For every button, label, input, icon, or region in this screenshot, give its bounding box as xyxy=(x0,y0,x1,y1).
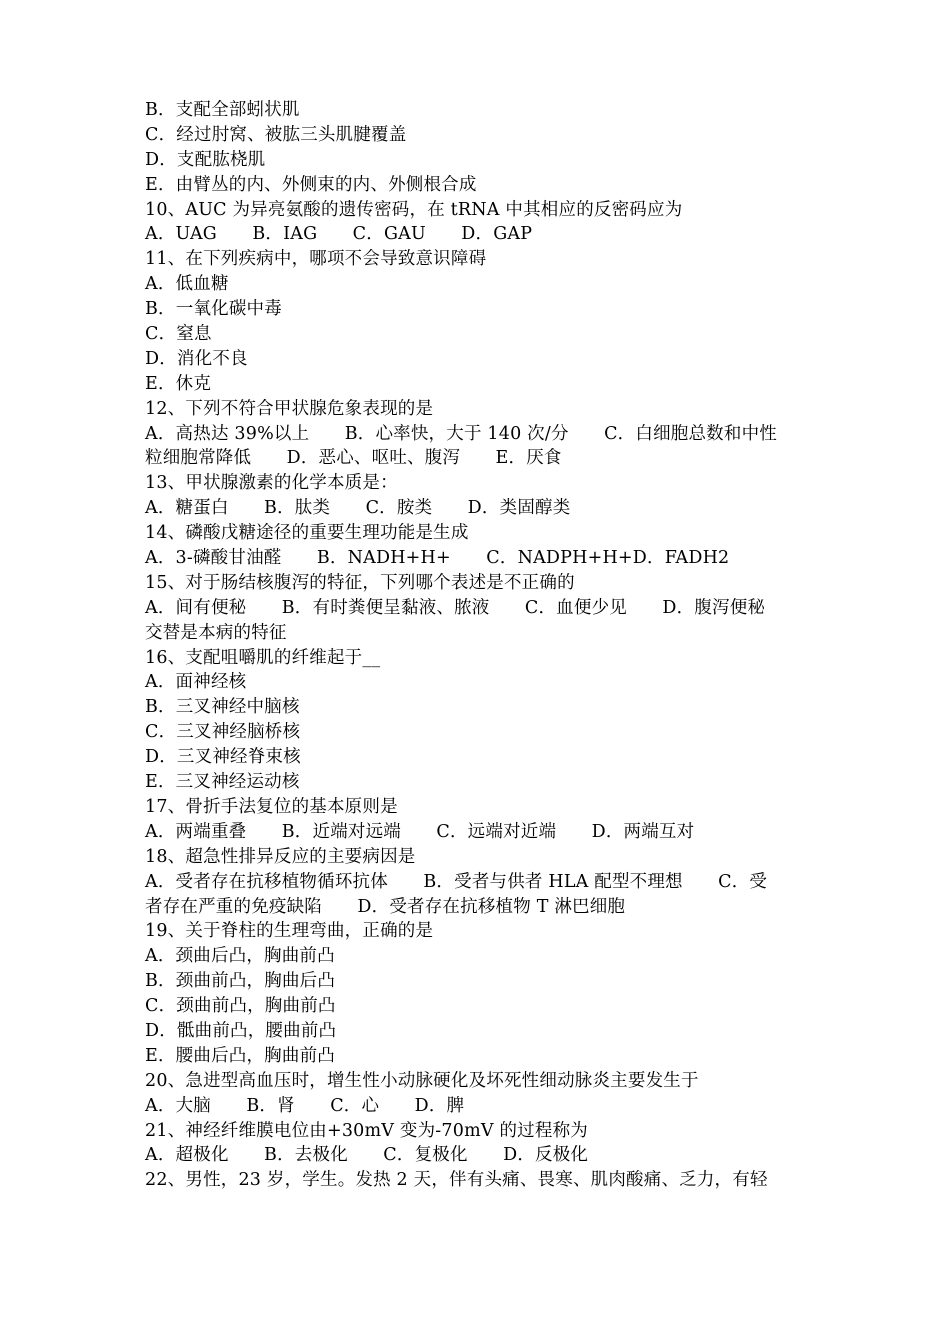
text-line: B．颈曲前凸，胸曲后凸 xyxy=(145,971,336,992)
question-line: 19、关于脊柱的生理弯曲，正确的是 xyxy=(145,921,434,942)
question-line: 21、神经纤维膜电位由+30mV 变为-70mV 的过程称为 xyxy=(145,1120,588,1141)
text-line: D．支配肱桡肌 xyxy=(145,149,266,170)
options-line: A．大脑 B．肾 C．心 D．脾 xyxy=(145,1095,465,1116)
options-line: A．两端重叠 B．近端对远端 C．远端对近端 D．两端互对 xyxy=(145,821,695,842)
options-line: A．3-磷酸甘油醛 B．NADH+H+ C．NADPH+H+D．FADH2 xyxy=(145,548,730,569)
text-line: C．三叉神经脑桥核 xyxy=(145,722,301,743)
question-line: 14、磷酸戊糖途径的重要生理功能是生成 xyxy=(145,523,469,544)
text-line: D．三叉神经脊束核 xyxy=(145,747,301,768)
text-line: A．面神经核 xyxy=(145,672,247,693)
question-line: 12、下列不符合甲状腺危象表现的是 xyxy=(145,398,434,419)
text-line: E．腰曲后凸，胸曲前凸 xyxy=(145,1045,335,1066)
options-line: 交替是本病的特征 xyxy=(145,622,287,643)
options-line: A．超极化 B．去极化 C．复极化 D．反极化 xyxy=(145,1145,589,1166)
question-line: 17、骨折手法复位的基本原则是 xyxy=(145,796,398,817)
question-line: 20、急进型高血压时，增生性小动脉硬化及坏死性细动脉炎主要发生于 xyxy=(145,1070,699,1091)
options-line: A．UAG B．IAG C．GAU D．GAP xyxy=(145,224,533,245)
text-line: D．骶曲前凸，腰曲前凸 xyxy=(145,1020,337,1041)
text-line: A．低血糖 xyxy=(145,274,229,295)
options-line: 粒细胞常降低 D．恶心、呕吐、腹泻 E．厌食 xyxy=(145,448,562,469)
text-line: B．一氧化碳中毒 xyxy=(145,299,282,320)
question-line: 10、AUC 为异亮氨酸的遗传密码，在 tRNA 中其相应的反密码应为 xyxy=(145,199,683,220)
question-line: 11、在下列疾病中，哪项不会导致意识障碍 xyxy=(145,249,487,270)
text-line: B．支配全部蚓状肌 xyxy=(145,100,300,120)
options-line: A．受者存在抗移植物循环抗体 B．受者与供者 HLA 配型不理想 C．受 xyxy=(145,871,768,892)
options-line: A．糖蛋白 B．肽类 C．胺类 D．类固醇类 xyxy=(145,498,571,519)
options-line: 者存在严重的免疫缺陷 D．受者存在抗移植物 T 淋巴细胞 xyxy=(145,896,626,917)
options-line: A．高热达 39%以上 B．心率快，大于 140 次/分 C．白细胞总数和中性 xyxy=(145,423,777,444)
question-line: 22、男性，23 岁，学生。发热 2 天，伴有头痛、畏寒、肌肉酸痛、乏力，有轻 xyxy=(145,1170,768,1191)
question-line: 18、超急性排异反应的主要病因是 xyxy=(145,846,416,867)
text-line: E．休克 xyxy=(145,373,212,394)
question-line: 15、对于肠结核腹泻的特征，下列哪个表述是不正确的 xyxy=(145,572,575,593)
text-line: E．三叉神经运动核 xyxy=(145,772,300,793)
text-line: C．经过肘窝、被肱三头肌腱覆盖 xyxy=(145,124,407,145)
options-line: A．间有便秘 B．有时粪便呈黏液、脓液 C．血便少见 D．腹泻便秘 xyxy=(145,597,766,618)
text-line: D．消化不良 xyxy=(145,348,248,369)
text-line: A．颈曲后凸，胸曲前凸 xyxy=(145,946,335,967)
text-line: C．颈曲前凸，胸曲前凸 xyxy=(145,996,336,1017)
text-line: B．三叉神经中脑核 xyxy=(145,697,300,718)
text-line: C．窒息 xyxy=(145,324,212,345)
question-line: 16、支配咀嚼肌的纤维起于__ xyxy=(145,647,381,668)
text-line: E．由臂丛的内、外侧束的内、外侧根合成 xyxy=(145,174,477,195)
question-line: 13、甲状腺激素的化学本质是： xyxy=(145,473,398,494)
document-body xyxy=(145,98,810,1193)
